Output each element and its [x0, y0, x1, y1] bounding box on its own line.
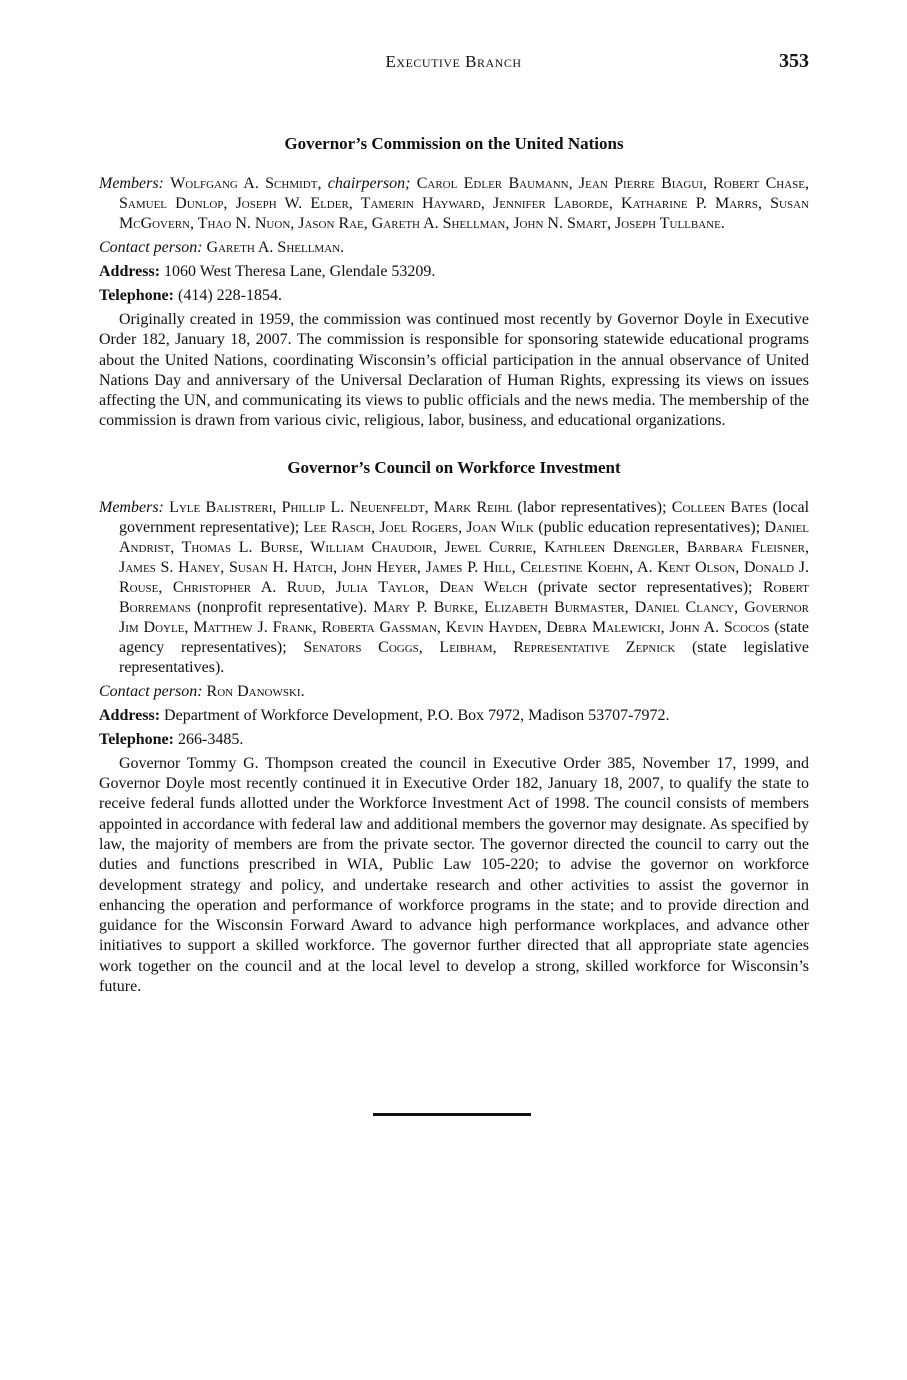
- section-title: Governor’s Commission on the United Nations: [284, 134, 624, 153]
- member-names: Senators Coggs, Leibham, Representative Zepnick: [303, 638, 676, 656]
- section-description: Originally created in 1959, the commission was continued most recently by Governor Doyle in Executive Order 182, January 18, 2007. The commission is responsible for sponsoring statewide educational programs about the United Nations, coordinating Wisconsin’s official participation in the annual observance of United Nations Day and anniversary of the Universal Declaration of Human Rights, expressing its views on issues affecting the UN, and communicating its views to public officials and the news media. The membership of the commission is drawn from various civic, religious, labor, business, and educational organizations.: [99, 311, 809, 430]
- section-un-commission: [99, 134, 809, 432]
- section-title: Governor’s Council on Workforce Investment: [287, 457, 621, 477]
- member-note: (labor representatives);: [512, 498, 672, 516]
- page-content: [99, 134, 809, 997]
- contact-person: [99, 238, 809, 258]
- contact-label: Contact person:: [99, 239, 203, 256]
- running-head: Executive Branch: [385, 52, 522, 71]
- contact-value: Gareth A. Shellman.: [206, 239, 345, 256]
- address: [99, 706, 809, 726]
- address: [99, 262, 809, 282]
- member-note: (state legislative representatives).: [119, 638, 809, 676]
- page-number: 353: [779, 50, 809, 72]
- address-label: Address:: [99, 263, 161, 280]
- member-note: ,: [317, 175, 328, 192]
- member-note: (private sector representatives);: [527, 578, 763, 596]
- members-label: Members:: [99, 175, 164, 192]
- address-label: Address:: [99, 706, 161, 724]
- members-label: Members:: [99, 498, 164, 516]
- member-names: Lyle Balistreri, Phillip L. Neuenfeldt, Mark Reihl: [169, 498, 513, 516]
- telephone-value: (414) 228-1854.: [177, 287, 282, 304]
- member-names: Mary P. Burke, Elizabeth Burmaster, Daniel Clancy, Governor Jim Doyle, Matthew J. Frank, Roberta Gassman, Kevin Hayden, Debra Malewicki, John A. Scocos: [119, 598, 809, 636]
- contact-label: Contact person:: [99, 682, 203, 700]
- telephone-value: 266-3485.: [177, 730, 244, 748]
- telephone: [99, 286, 809, 306]
- members-names: [119, 499, 809, 676]
- contact-value: Ron Danowski.: [206, 682, 305, 700]
- member-names: Carol Edler Baumann, Jean Pierre Biagui, Robert Chase, Samuel Dunlop, Joseph W. Elder, Tamerin Hayward, Jennifer Laborde, Katharine P. Marrs, Susan McGovern, Thao N. Nuon, Jason Rae, Gareth A. Shellman, John N. Smart, Joseph Tullbane.: [119, 175, 809, 232]
- telephone-label: Telephone:: [99, 730, 174, 748]
- telephone: [99, 730, 809, 750]
- telephone-label: Telephone:: [99, 287, 174, 304]
- member-note: (local government representative);: [119, 498, 810, 536]
- member-names: Robert Borremans: [119, 578, 809, 616]
- page-header: [0, 52, 907, 80]
- members-list: [99, 174, 809, 234]
- member-names: Daniel Andrist, Thomas L. Burse, William Chaudoir, Jewel Currie, Kathleen Drengler, Barbara Fleisner, James S. Haney, Susan H. Hatch, John Heyer, James P. Hill, Celestine Koehn, A. Kent Olson, Donald J. Rouse, Christopher A. Ruud, Julia Taylor, Dean Welch: [119, 518, 810, 596]
- members-list: [99, 498, 809, 678]
- member-names: Lee Rasch, Joel Rogers, Joan Wilk: [303, 518, 534, 536]
- address-value: Department of Workforce Development, P.O. Box 7972, Madison 53707-7972.: [164, 706, 670, 724]
- section-description: Governor Tommy G. Thompson created the council in Executive Order 385, November 17, 1999, and Governor Doyle most recently continued it in Executive Order 182, January 18, 2007, to qualify the state to receive federal funds allotted under the Workforce Investment Act of 1998. The council consists of members appointed in accordance with federal law and additional members the governor may designate. As specified by law, the majority of members are from the private sector. The governor directed the council to carry out the duties and functions prescribed in WIA, Public Law 105-220; to advise the governor on workforce development strategy and policy, and undertake research and other activities to assist the governor in enhancing the operation and performance of workforce programs in the state; and to provide direction and guidance for the Wisconsin Forward Award to advance high performance workplaces, and advance other initiatives to support a skilled workforce. The governor further directed that all appropriate state agencies work together on the council and at the local level to develop a strong, skilled workforce for Wisconsin’s future.: [99, 754, 809, 996]
- member-note: (state agency representatives);: [119, 618, 809, 656]
- member-note: (public education representatives);: [533, 518, 765, 536]
- contact-person: [99, 682, 809, 702]
- member-note: (nonprofit representative).: [190, 598, 374, 616]
- closing-rule: [373, 1113, 531, 1116]
- address-value: 1060 West Theresa Lane, Glendale 53209.: [164, 263, 436, 280]
- member-note: chairperson;: [327, 175, 411, 192]
- member-names: Wolfgang A. Schmidt: [170, 175, 318, 192]
- member-names: Colleen Bates: [671, 498, 768, 516]
- members-names: [119, 175, 809, 232]
- section-workforce-council: [99, 458, 809, 998]
